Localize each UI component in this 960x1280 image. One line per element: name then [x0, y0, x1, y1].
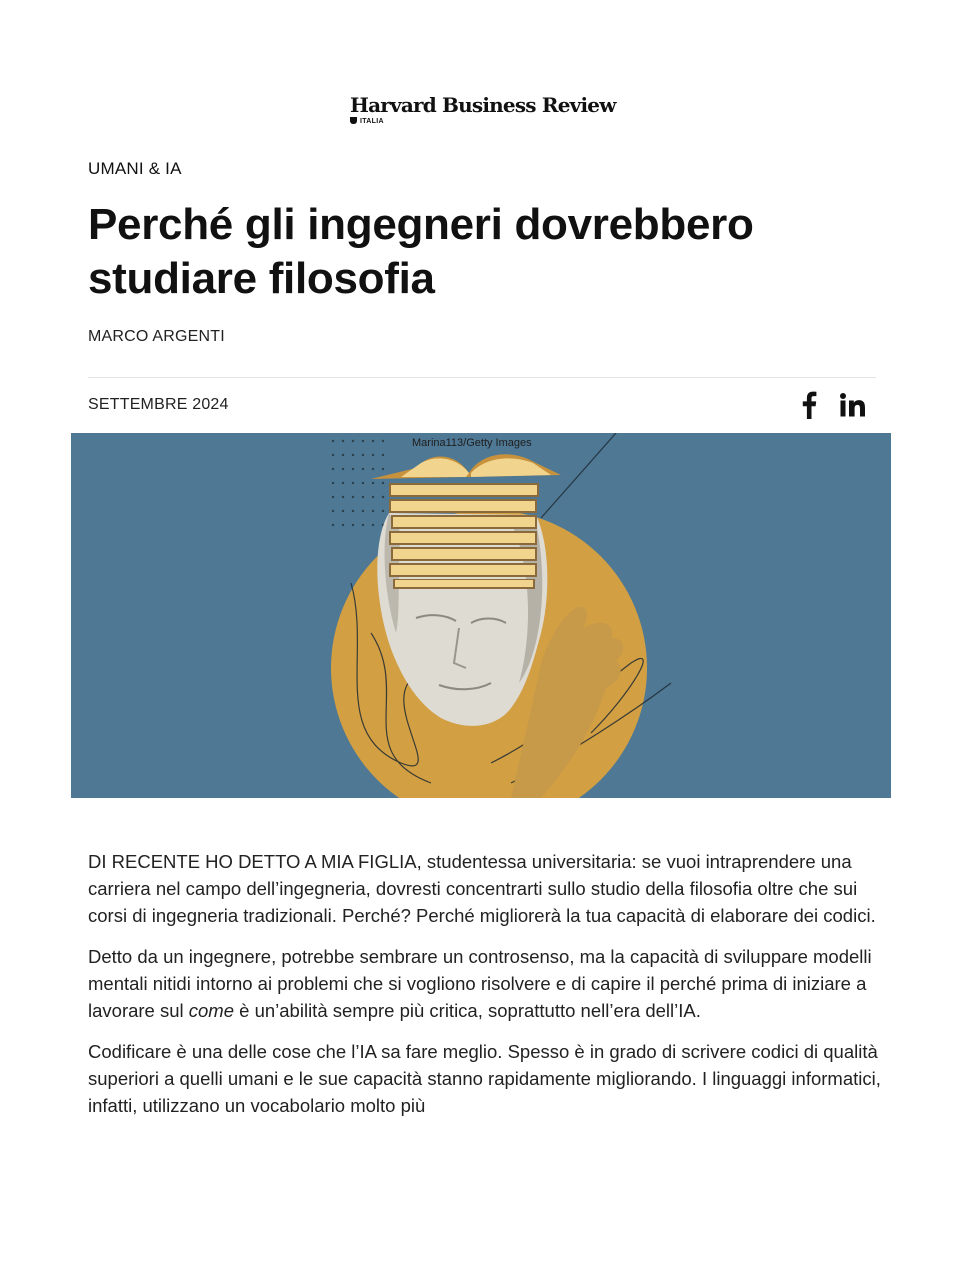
hero-illustration — [71, 433, 891, 798]
paragraph — [88, 943, 888, 1024]
facebook-icon — [801, 391, 817, 419]
divider — [88, 377, 876, 378]
logo-subtitle — [350, 117, 620, 126]
paragraph-text: Detto da un ingegnere, potrebbe sembrare un controsenso, ma la capacità di sviluppare modelli mentali nitidi intorno ai problemi che si vogliono risolvere e di capire il perché prima di iniziare a lavorare sul — [88, 946, 872, 1021]
paragraph-emphasis: come — [188, 1000, 235, 1021]
article-date: SETTEMBRE 2024 — [88, 396, 229, 413]
image-credit: Marina113/Getty Images — [412, 437, 532, 449]
logo-text: Harvard Business Review — [350, 93, 616, 117]
hbr-logo[interactable] — [350, 93, 620, 129]
paragraph: DI RECENTE HO DETTO A MIA FIGLIA, studentessa universitaria: se vuoi intraprendere una carriera nel campo dell’ingegneria, dovresti concentrarti sullo studio della filosofia oltre che sui corsi di ingegneria tradizionali. Perché? Perché migliorerà la tua capacità di elaborare dei codici. — [88, 851, 876, 926]
book-stack — [371, 454, 561, 589]
article-title: Perché gli ingegneri dovrebbero studiare filosofia — [88, 200, 754, 303]
paragraph-text: è un’abilità sempre più critica, soprattutto nell’era dell’IA. — [234, 1000, 701, 1021]
paragraph: Codificare è una delle cose che l’IA sa fare meglio. Spesso è in grado di scrivere codici di qualità superiori a quelli umani e le sue capacità stanno rapidamente migliorando. I linguaggi informatici, infatti, utilizzano un vocabolario molto più — [88, 1041, 881, 1116]
facebook-share-button[interactable] — [794, 388, 824, 422]
article-body — [88, 848, 888, 1133]
article-author[interactable]: MARCO ARGENTI — [88, 328, 225, 345]
hero-image — [71, 433, 891, 798]
shield-icon — [350, 117, 357, 124]
linkedin-icon — [840, 393, 866, 417]
article-category[interactable]: UMANI & IA — [88, 159, 182, 178]
linkedin-share-button[interactable] — [836, 388, 870, 422]
logo-subtitle-text: ITALIA — [360, 118, 384, 125]
